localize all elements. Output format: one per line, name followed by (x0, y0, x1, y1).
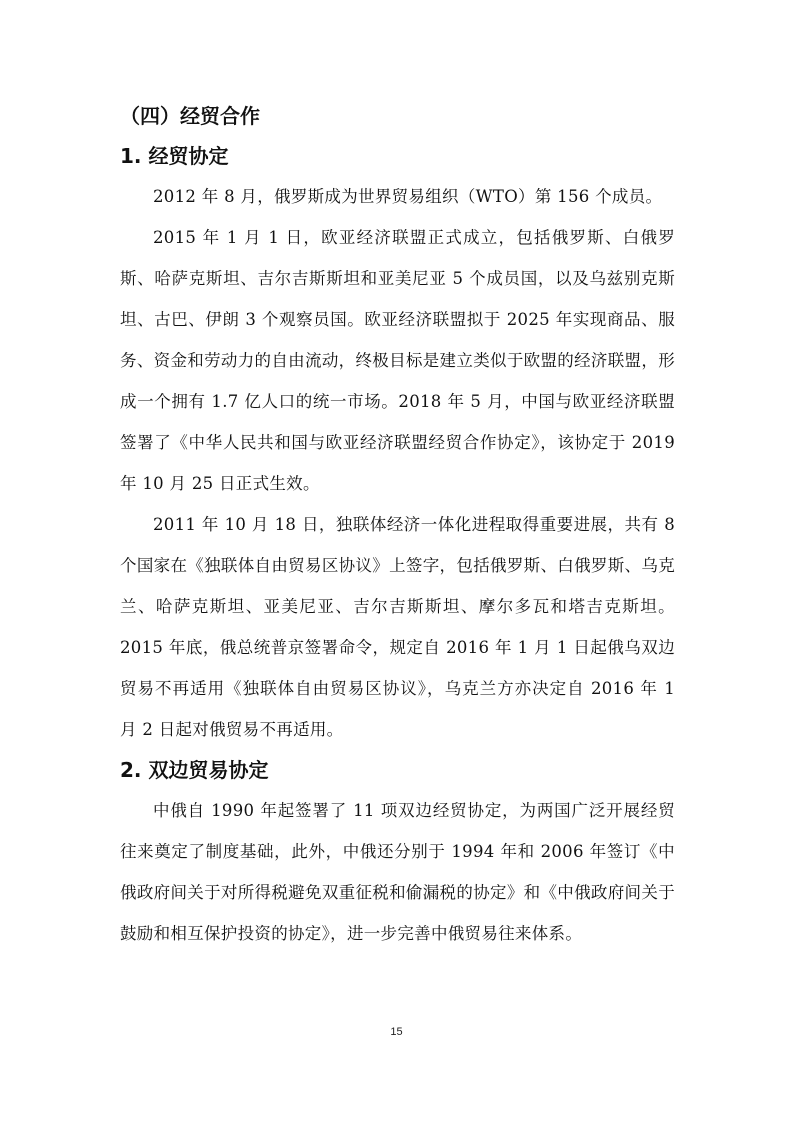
paragraph-eaeu: 2015 年 1 月 1 日，欧亚经济联盟正式成立，包括俄罗斯、白俄罗斯、哈萨克斯坦、吉尔吉斯斯坦和亚美尼亚 5 个成员国，以及乌兹别克斯坦、古巴、伊朗 3 个观察员国。欧亚经济联盟拟于 2025 年实现商品、服务、资金和劳动力的自由流动，终极目标是建立类似于欧盟的经济联盟，形成一个拥有 1.7 亿人口的统一市场。2018 年 5 月，中国与欧亚经济联盟签署了《中华人民共和国与欧亚经济联盟经贸合作协定》，该协定于 2019 年 10 月 25 日正式生效。 (120, 228, 675, 493)
paragraph-wto: 2012 年 8 月，俄罗斯成为世界贸易组织（WTO）第 156 个成员。 (153, 187, 663, 206)
document-body (120, 96, 675, 954)
section-heading: （四）经贸合作 (120, 104, 260, 128)
page-number: 15 (390, 1026, 403, 1038)
subsection-heading-bilateral-agreements: 2. 双边贸易协定 (120, 758, 269, 782)
paragraph-bilateral: 中俄自 1990 年起签署了 11 项双边经贸协定，为两国广泛开展经贸往来奠定了制度基础，此外，中俄还分别于 1994 年和 2006 年签订《中俄政府间关于对所得税避免双重征税和偷漏税的协定》和《中俄政府间关于鼓励和相互保护投资的协定》，进一步完善中俄贸易往来体系。 (120, 801, 675, 943)
paragraph-cis-fta: 2011 年 10 月 18 日，独联体经济一体化进程取得重要进展，共有 8 个国家在《独联体自由贸易区协议》上签字，包括俄罗斯、白俄罗斯、乌克兰、哈萨克斯坦、亚美尼亚、吉尔吉斯斯坦、摩尔多瓦和塔吉克斯坦。2015 年底，俄总统普京签署命令，规定自 2016 年 1 月 1 日起俄乌双边贸易不再适用《独联体自由贸易区协议》，乌克兰方亦决定自 2016 年 1 月 2 日起对俄贸易不再适用。 (120, 515, 675, 739)
subsection-heading-trade-agreements: 1. 经贸协定 (120, 144, 229, 168)
